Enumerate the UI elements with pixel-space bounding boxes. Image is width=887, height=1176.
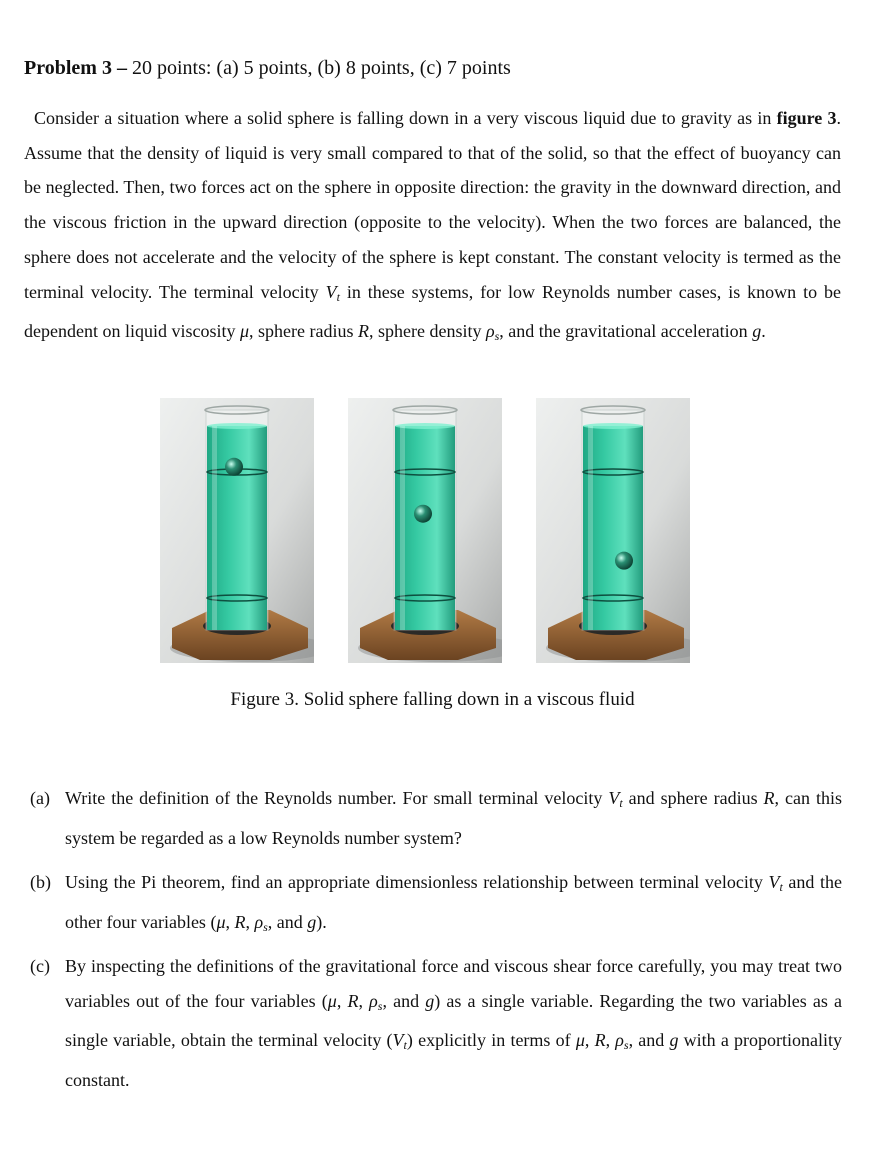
cylinder-photo-3 [536, 398, 690, 663]
intro-text-3: in these systems, for low Reynolds number cases, is known to be dependent on liquid viscosity [24, 281, 842, 342]
cylinder-photo-2 [348, 398, 502, 663]
points-breakdown: 20 points: (a) 5 points, (b) 8 points, (c) 7 points [126, 57, 511, 79]
rho-symbol: $\rho_s$ [254, 911, 268, 934]
vt-symbol: $V_t$ [325, 281, 340, 304]
question-b [30, 865, 842, 944]
falling-sphere [615, 552, 633, 570]
rho-symbol: $\rho_s$ [615, 1030, 629, 1052]
radius-symbol: R [594, 1030, 606, 1050]
figure-reference: figure 3 [776, 108, 837, 128]
radius-symbol: R [347, 990, 359, 1011]
intro-text-1: Consider a situation where a solid sphere is falling down in a very viscous liquid due to gravity as in [34, 108, 777, 128]
mu-symbol: μ [239, 321, 250, 342]
intro-text-7: . [761, 321, 766, 342]
question-b-label: (b) [30, 872, 51, 892]
intro-text-2: . Assume that the density of liquid is very small compared to that of the solid, so that the effect of buoyancy can be neglected. Then, two forces act on the sphere in opposite direction: the gravity in the downward direction, and the viscous friction in the upward direction (opposite to the velocity). When the two forces are balanced, the sphere does not accelerate and the velocity of the sphere is kept constant. The constant velocity is termed as the terminal velocity. The terminal velocity [24, 108, 841, 302]
question-c [30, 949, 842, 1097]
falling-sphere [225, 458, 243, 476]
question-a-label: (a) [30, 788, 50, 808]
radius-symbol: R [763, 788, 775, 808]
intro-text-4: , sphere radius [249, 321, 358, 342]
question-b-text: Using the Pi theorem, find an appropriate dimensionless relationship between terminal velocity $V_t$ and the other four variables (μ, R, $\rho_s$, and g). [65, 872, 842, 934]
intro-paragraph [24, 101, 841, 354]
intro-text-5: , sphere density [369, 321, 486, 342]
vt-symbol: $V_t$ [608, 788, 623, 810]
g-symbol: g [307, 911, 317, 932]
mu-symbol: μ [216, 911, 226, 932]
figure-3-photos [160, 398, 702, 663]
radius-symbol: R [358, 321, 369, 342]
rho-symbol: $\rho_s$ [369, 990, 383, 1013]
falling-sphere [414, 505, 432, 523]
cylinder-photo-1 [160, 398, 314, 663]
rho-symbol: $\rho_s$ [485, 321, 500, 344]
radius-symbol: R [234, 911, 246, 932]
g-symbol: g [752, 321, 762, 342]
question-a-text: Write the definition of the Reynolds number. For small terminal velocity $V_t$ and sphere radius R, can this system be regarded as a low Reynolds number system? [65, 788, 842, 848]
vt-symbol: $V_t$ [392, 1030, 407, 1052]
g-symbol: g [425, 990, 435, 1011]
vt-symbol: $V_t$ [768, 872, 783, 894]
intro-text-6: , and the gravitational acceleration [499, 321, 753, 342]
question-c-text: By inspecting the definitions of the gravitational force and viscous shear force carefully, you may treat two variables out of the four variables (μ, R, $\rho_s$, and g) as a single variable. Regarding the two variables as a single variable, obtain the terminal velocity $(V_t)$ explicitly in terms of μ, R, $\rho_s$, and g with a proportionality constant. [65, 956, 843, 1090]
figure-caption: Figure 3. Solid sphere falling down in a viscous fluid [230, 689, 635, 710]
mu-symbol: μ [327, 990, 337, 1011]
g-symbol: g [669, 1030, 679, 1050]
problem-number: Problem 3 – [24, 57, 127, 79]
question-a [30, 781, 842, 855]
problem-title [24, 56, 511, 80]
question-c-label: (c) [30, 956, 50, 976]
mu-symbol: μ [575, 1030, 585, 1050]
